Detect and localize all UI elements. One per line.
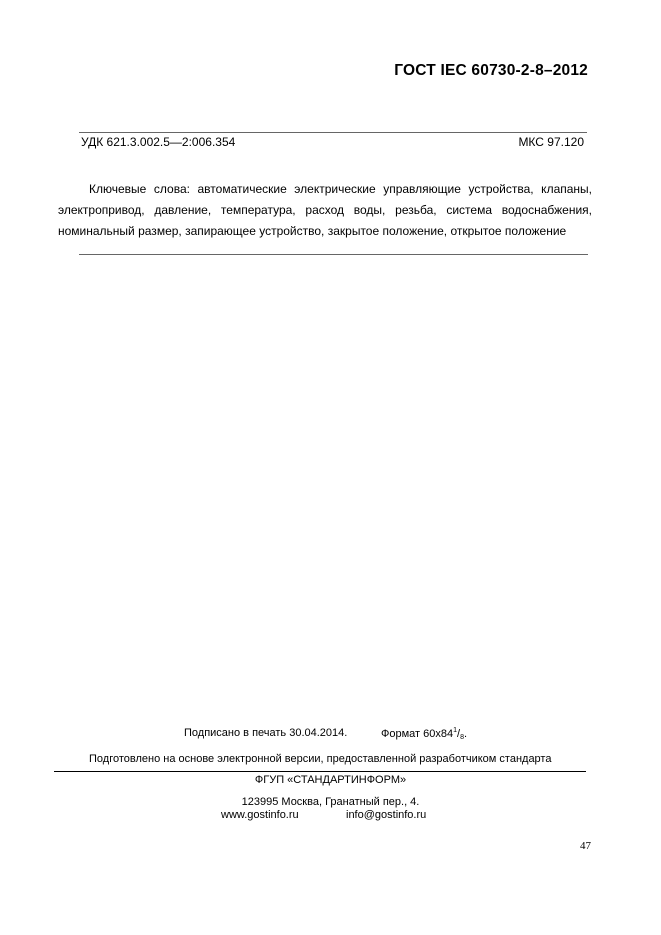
udk-code: УДК 621.3.002.5—2:006.354: [81, 135, 236, 149]
keywords-divider: [79, 254, 588, 255]
paper-format: Формат $60x84^1/_8$.: [381, 727, 468, 741]
imprint-divider: [54, 771, 586, 772]
mks-code: МКС 97.120: [518, 135, 584, 149]
format-denominator: 8: [460, 734, 464, 741]
format-numerator: 1: [453, 727, 458, 734]
website-link[interactable]: www.gostinfo.ru: [221, 809, 299, 821]
email-link[interactable]: info@gostinfo.ru: [346, 809, 427, 821]
publisher-address: 123995 Москва, Гранатный пер., 4.: [241, 796, 420, 808]
standard-title: ГОСТ IEC 60730-2-8–2012: [394, 62, 588, 79]
top-divider: [79, 132, 587, 133]
prepared-note: Подготовлено на основе электронной версии, предоставленной разработчиком стандарта: [89, 753, 552, 765]
format-prefix: Формат 60x84: [381, 728, 454, 740]
page-number: 47: [580, 840, 591, 852]
publisher-name: ФГУП «СТАНДАРТИНФОРМ»: [254, 774, 407, 786]
format-suffix: .: [463, 728, 468, 740]
signed-date: Подписано в печать 30.04.2014.: [184, 727, 348, 739]
keywords-paragraph: Ключевые слова: автоматические электрические управляющие устройства, клапаны, электропривод, давление, температура, расход воды, резьба, система водоснабжения, номинальный размер, запирающее устройство, закрытое положение, открытое положение: [58, 182, 592, 238]
